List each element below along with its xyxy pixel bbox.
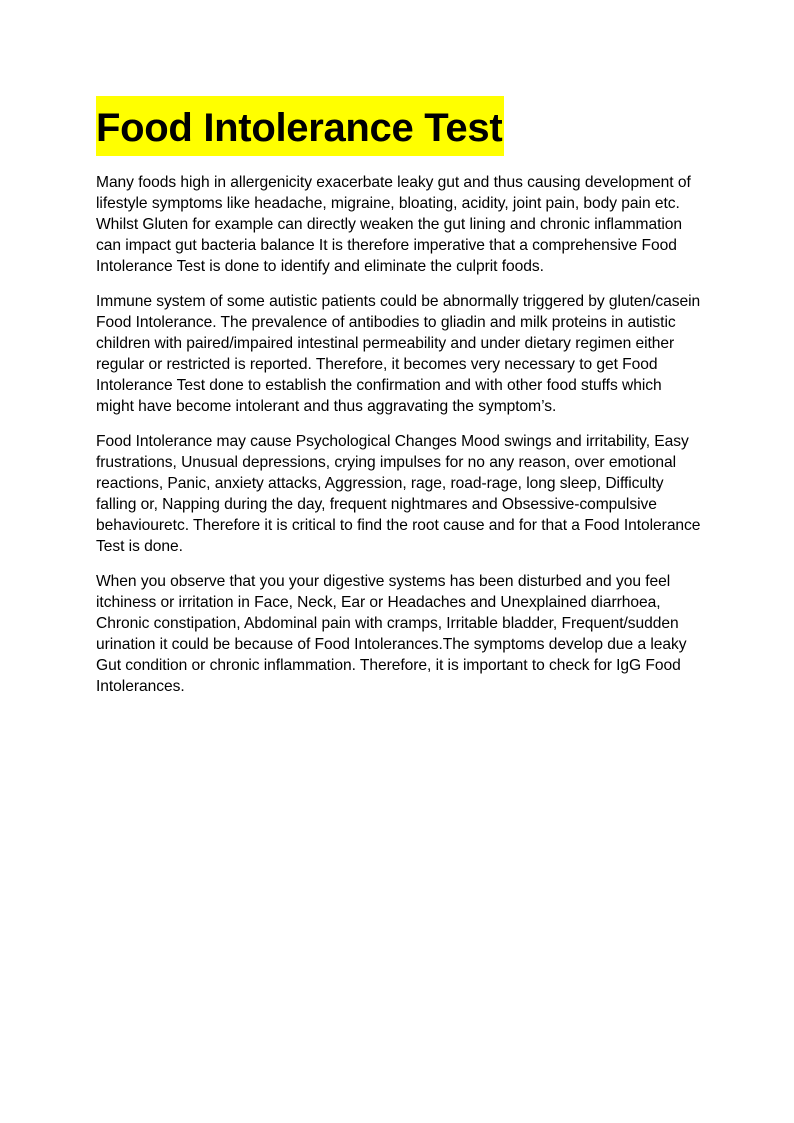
paragraph-digestive-symptoms: When you observe that you your digestive systems has been disturbed and you feel itchiness or irritation in Face, Neck, Ear or Headaches and Unexplained diarrhoea, Chronic constipation, Abdominal pain with cramps, Irritable bladder, Frequent/sudden urination it could be because of Food Intolerances.The symptoms develop due a leaky Gut condition or chronic inflammation. Therefore, it is important to check for IgG Food Intolerances. <box>96 573 687 695</box>
paragraph-autism: Immune system of some autistic patients could be abnormally triggered by gluten/casein Food Intolerance. The prevalence of antibodies to gliadin and milk proteins in autistic children with paired/impaired intestinal permeability and under dietary regimen either regular or restricted is reported. Therefore, it becomes very necessary to get Food Intolerance Test done to establish the confirmation and with other food stuffs which might have become intolerant and thus aggravating the symptom’s. <box>96 293 701 415</box>
document-page <box>96 96 702 697</box>
page-title: Food Intolerance Test <box>96 96 504 156</box>
paragraph-psychological-changes: Food Intolerance may cause Psychological Changes Mood swings and irritability, Easy frustrations, Unusual depressions, crying impulses for no any reason, over emotional reactions, Panic, anxiety attacks, Aggression, rage, road-rage, long sleep, Difficulty falling or, Napping during the day, frequent nightmares and Obsessive-compulsive behaviouretc. Therefore it is critical to find the root cause and for that a Food Intolerance Test is done. <box>96 433 701 555</box>
paragraph-leaky-gut: Many foods high in allergenicity exacerbate leaky gut and thus causing development of lifestyle symptoms like headache, migraine, bloating, acidity, joint pain, body pain etc. Whilst Gluten for example can directly weaken the gut lining and chronic inflammation can impact gut bacteria balance It is therefore imperative that a comprehensive Food Intolerance Test is done to identify and eliminate the culprit foods. <box>96 174 691 275</box>
